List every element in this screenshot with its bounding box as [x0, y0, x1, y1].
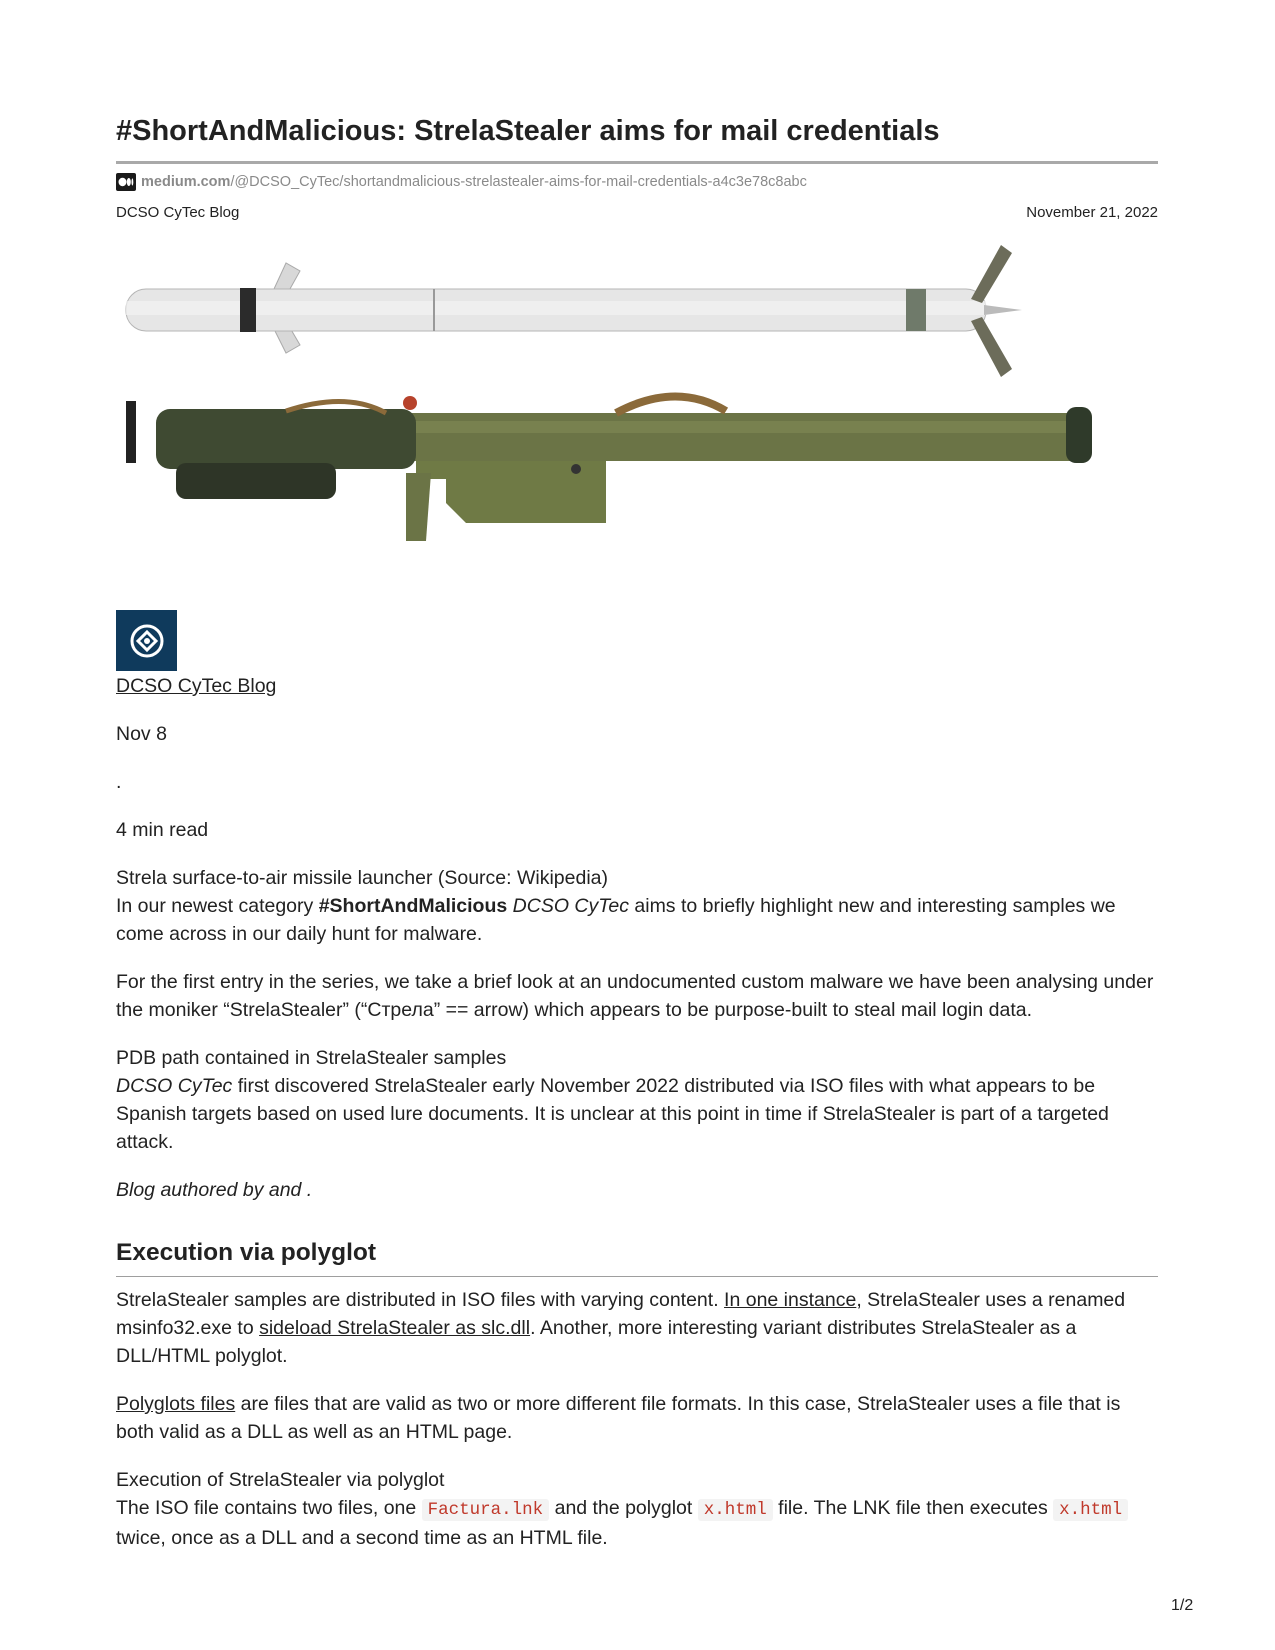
page-number: 1/2	[1171, 1597, 1194, 1614]
author-link[interactable]: DCSO CyTec Blog	[116, 675, 277, 697]
read-time: 4 min read	[116, 819, 209, 841]
authors-note: Blog authored by and .	[116, 1179, 313, 1201]
author-avatar[interactable]	[116, 610, 177, 671]
source-path: /@DCSO_CyTec/shortandmalicious-strelastealer-aims-for-mail-credentials-a4c3e78c8abc	[230, 174, 807, 190]
execution-paragraph: StrelaStealer samples are distributed in ISO files with varying content. In one instance, StrelaStealer uses a renamed msinfo32.exe to sideload StrelaStealer as slc.dll. Another, more interesting variant distributes StrelaStealer as a DLL/HTML polyglot.	[116, 1289, 1126, 1367]
source-url[interactable]	[116, 173, 1158, 191]
missile-illustration	[126, 245, 1022, 377]
launcher-illustration	[126, 396, 1092, 541]
medium-logo-icon	[116, 173, 136, 191]
source-host: medium.com	[141, 174, 231, 190]
pdb-caption: PDB path contained in StrelaStealer samples	[116, 1047, 507, 1069]
author-date: Nov 8	[116, 723, 167, 745]
title-divider	[116, 161, 1158, 164]
link-polyglots[interactable]: Polyglots files	[116, 1393, 236, 1415]
publish-date: November 21, 2022	[1026, 204, 1158, 221]
code-x-html-2: x.html	[1053, 1499, 1128, 1521]
link-one-instance[interactable]: In one instance	[724, 1289, 857, 1311]
meta-row	[116, 204, 1158, 221]
discovery-paragraph: DCSO CyTec first discovered StrelaStealer early November 2022 distributed via ISO files with what appears to be Spanish targets based on used lure documents. It is unclear at this point in time if StrelaStealer is part of a targeted attack.	[116, 1075, 1109, 1153]
polyglot-caption: Execution of StrelaStealer via polyglot	[116, 1469, 445, 1491]
overview-paragraph: For the first entry in the series, we take a brief look at an undocumented custom malware we have been analysing under the moniker “StrelaStealer” (“Стрела” == arrow) which appears to be purpose-built to steal mail login data.	[116, 971, 1154, 1021]
intro-paragraph: In our newest category #ShortAndMalicious DCSO CyTec aims to briefly highlight new and interesting samples we come across in our daily hunt for malware.	[116, 895, 1116, 945]
iso-paragraph: The ISO file contains two files, one Factura.lnk and the polyglot x.html file. The LNK file then executes x.html twice, once as a DLL and a second time as an HTML file.	[116, 1494, 1158, 1552]
link-sideload[interactable]: sideload StrelaStealer as slc.dll	[259, 1317, 531, 1339]
section-heading: Execution via polyglot	[116, 1238, 1158, 1277]
site-name: DCSO CyTec Blog	[116, 204, 240, 221]
image-caption: Strela surface-to-air missile launcher (Source: Wikipedia)	[116, 867, 609, 889]
code-factura-lnk: Factura.lnk	[422, 1499, 550, 1521]
dcso-logo-icon	[129, 623, 165, 659]
code-x-html: x.html	[698, 1499, 773, 1521]
polyglot-paragraph: Polyglots files are files that are valid as two or more different file formats. In this case, StrelaStealer uses a file that is both valid as a DLL as well as an HTML page.	[116, 1393, 1121, 1443]
meta-separator: .	[116, 771, 122, 793]
article	[116, 112, 1158, 1552]
page-title: #ShortAndMalicious: StrelaStealer aims for mail credentials	[116, 115, 940, 147]
missile-launcher-image	[116, 241, 1158, 579]
